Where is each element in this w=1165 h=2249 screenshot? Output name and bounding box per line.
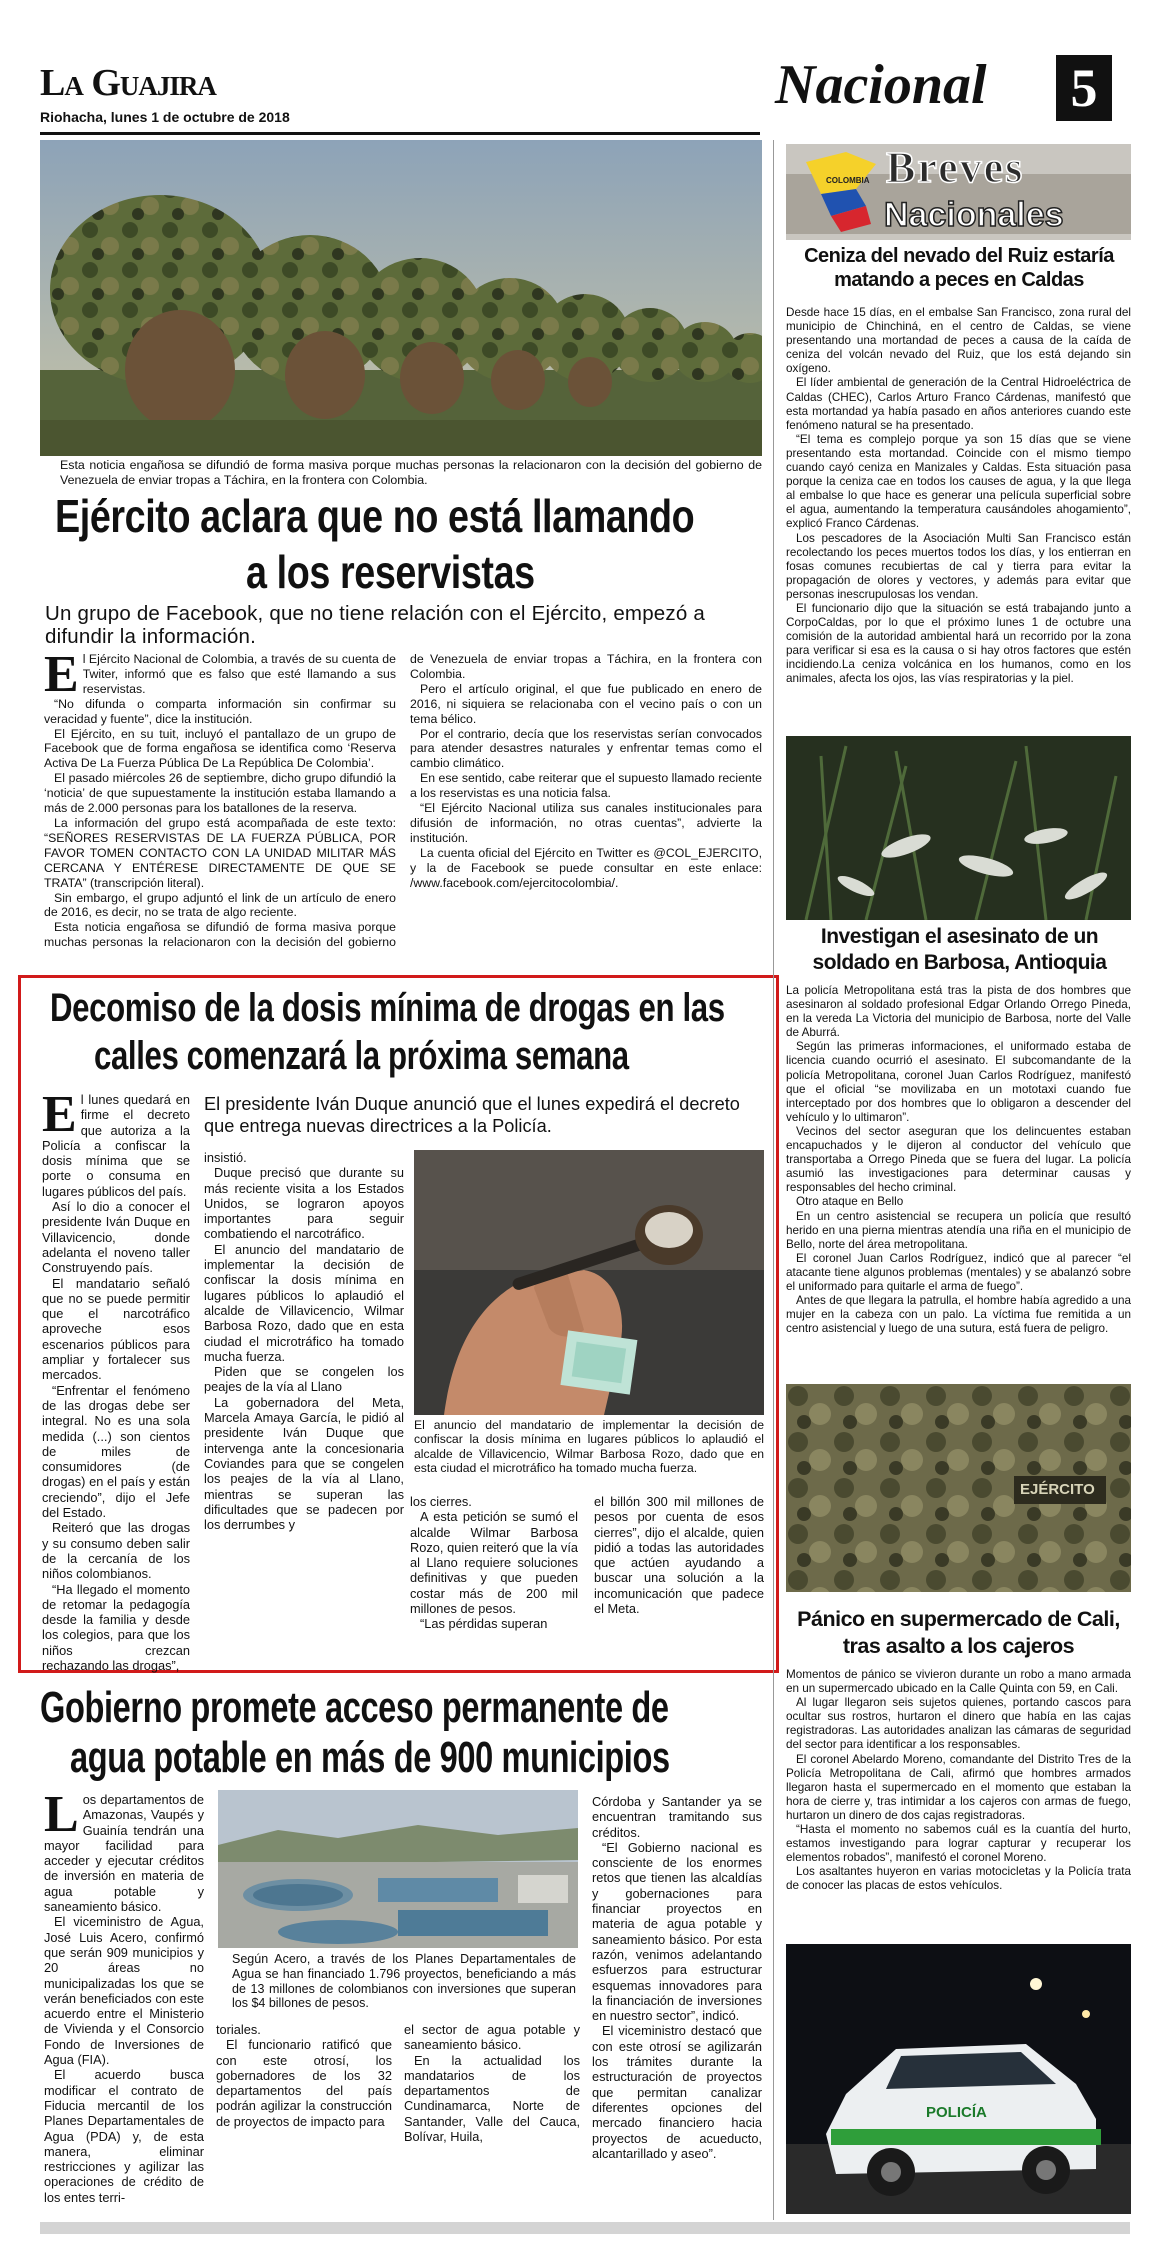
- drugs-paragraph: el billón 300 mil millones de pesos por cuenta de esos cierres”, dijo el alcalde, quien pidió a todas las autoridades que actúen ayudando a buscar una solución a la incomunicación que padece el Meta.: [594, 1494, 764, 1617]
- ruiz-paragraph: Los pescadores de la Asociación Multi San Francisco están recolectando los peces muertos todos los días, y los entierran en fosas comunes recubiertas de cal y tierra para evitar la propagación de olores y vectores, y además para evitar que personas inescrupulosas los vendan.: [786, 531, 1131, 601]
- army-photo-caption: Esta noticia engañosa se difundió de forma masiva porque muchas personas la relacionaron con la decisión del gobierno de Venezuela de enviar tropas a Táchira, en la frontera con Colombia.: [60, 458, 762, 487]
- army-paragraph: La información del grupo está acompañada de este texto: “SEÑORES RESERVISTAS DE LA FUERZA PÚBLICA, POR FAVOR TOMEN CONTACTO CON LA UNIDAD MILITAR MÁS CERCANA Y ENTÉRESE DIRECTAMENTE DE QUE SE TRATA” (transcripción literal).: [44, 815, 396, 890]
- cali-paragraph: Al lugar llegaron seis sujetos quienes, portando cascos para ocultar sus rostros, hurtaron el dinero que había en las cajas registradoras. Las autoridades analizan las cámaras de seguridad del sector para identificar a los responsables.: [786, 1696, 1131, 1752]
- soldier-paragraph: Según las primeras informaciones, el uniformado estaba de licencia cuando ocurrió el asesinato. El subcomandante de la policía Metropolitana, coronel Juan Carlos Rodríguez, manifestó que el oficial “se movilizaba en un mototaxi cuando fue interceptado por dos hombres que lo obligaron a descender del vehículo y lo ultimaron”.: [786, 1040, 1131, 1124]
- drugs-col-3: [410, 1494, 578, 1632]
- banner-breves: Breves: [886, 144, 1025, 192]
- army-paragraph: “El Ejército Nacional utiliza sus canales institucionales para difusión de información, no otras cuentas”, advierte la institución.: [410, 801, 762, 845]
- army-paragraph: Sin embargo, el grupo adjuntó el link de un artículo de enero de 2016, es decir, no se trata de algo reciente.: [44, 890, 396, 920]
- drugs-paragraph: El lunes quedará en firme el decreto que autoriza a la Policía a confiscar la dosis mínima que se porte o consuma en lugares públicos del país.: [42, 1086, 190, 1199]
- army-paragraph: “No difunda o comparta información sin confirmar su veracidad y fuente”, dice la institución.: [44, 696, 396, 726]
- water-col-1: [44, 1786, 204, 2205]
- paper-name: La Guajira: [40, 62, 216, 104]
- soldier-paragraph: La policía Metropolitana está tras la pista de dos hombres que asesinaron al soldado profesional Edgar Orlando Orrego Pineda, en la vereda La Victoria del municipio de Barbosa, norte del Valle de Aburrá.: [786, 984, 1131, 1040]
- water-photo-caption: Según Acero, a través de los Planes Departamentales de Agua se han financiado 1.796 proyectos, beneficiando a más de 13 millones de colombianos con inversiones que superan los $4 billones de pesos.: [232, 1952, 576, 2011]
- drugs-headline-line2: calles comenzará la próxima semana: [94, 1034, 629, 1078]
- army-uniform-photo: [786, 1384, 1131, 1592]
- ruiz-paragraph: Desde hace 15 días, en el embalse San Francisco, zona rural del municipio de Chinchiná, en el centro de Caldas, se viene presentando una mortandad de peces a causa de la caída de ceniza del volcán nevado del Ruiz, que los está dejando sin oxígeno.: [786, 306, 1131, 376]
- cali-paragraph: El coronel Abelardo Moreno, comandante del Distrito Tres de la Policía Metropolitana de Cali, afirmó que hombres armados llegaron hasta el supermercado en el momento que estaban la hora de cierre y, tras intimidar a los cajeros con armas de fuego, hurtaron un dinero de dos cajas registradoras.: [786, 1752, 1131, 1822]
- drugs-paragraph: El anuncio del mandatario de implementar la decisión de confiscar la dosis mínima en lugares públicos lo aplaudió el alcalde de Villavicencio, Wilmar Barbosa Rozo, dado que en esta ciudad el microtráfico ha tomado mucha fuerza.: [204, 1241, 404, 1364]
- uniform-tag-text: EJÉRCITO: [1020, 1481, 1095, 1498]
- drugs-headline-line1: Decomiso de la dosis mínima de drogas en las: [50, 986, 725, 1030]
- cali-paragraph: Momentos de pánico se vivieron durante un robo a mano armada en un supermercado ubicado en la Calle Quinta con 59, en Cali.: [786, 1668, 1131, 1696]
- drugs-paragraph: La gobernadora del Meta, Marcela Amaya García, le pidió al presidente Iván Duque que intervenga ante la concesionaria Coviandes para que se congelen los peajes de la vía al Llano, mientras se superan las dificultades que se padecen por los derrumbes y: [204, 1394, 404, 1533]
- army-headline-line2: a los reservistas: [246, 546, 535, 598]
- dateline: Riohacha, lunes 1 de octubre de 2018: [40, 109, 290, 125]
- soldier-paragraph: En un centro asistencial se recupera un policía que resultó herido en una pierna mientras atendía una riña en el municipio de Bello, norte del área metropolitana.: [786, 1209, 1131, 1251]
- cali-paragraph: Los asaltantes huyeron en varias motocicletas y la Policía trata de conocer las placas de estos vehículos.: [786, 1865, 1131, 1893]
- water-col-3: [404, 2022, 580, 2144]
- ruiz-headline: Ceniza del nevado del Ruiz estaría matando a peces en Caldas: [804, 245, 1114, 291]
- water-paragraph: Córdoba y Santander ya se encuentran tramitando sus créditos.: [592, 1794, 762, 1840]
- water-paragraph: En la actualidad los mandatarios de los departamentos de Cundinamarca, Norte de Santander, Valle del Cauca, Bolívar, Huila,: [404, 2052, 580, 2145]
- drugs-subhead: Piden que se congelen los peajes de la vía al Llano: [204, 1364, 404, 1395]
- drugs-paragraph: El mandatario señaló que no se puede permitir que el narcotráfico aproveche esos escenarios públicos para ampliar y fortalecer sus mercados.: [42, 1275, 190, 1383]
- army-deck: Un grupo de Facebook, que no tiene relación con el Ejército, empezó a difundir la información.: [45, 602, 705, 648]
- water-headline-line2: agua potable en más de 900 municipios: [70, 1733, 670, 1782]
- drugs-paragraph: insistió.: [204, 1150, 247, 1165]
- water-paragraph: Los departamentos de Amazonas, Vaupés y Guainía tendrán una mayor facilidad para acceder y ejecutar créditos de inversión en materia de agua potable y saneamiento básico.: [44, 1786, 204, 1915]
- soldier-paragraph: El coronel Juan Carlos Rodríguez, indicó que al parecer “el atacante tiene algunos problemas (mentales) y se abalanzó sobre el uniformado para quitarle el arma de fuego”.: [786, 1251, 1131, 1293]
- police-car-photo: [786, 1944, 1131, 2214]
- page-number: 5: [1056, 55, 1112, 121]
- drugs-paragraph: “Enfrentar el fenómeno de las drogas debe ser integral. No es una sola medida (...) son cientos de miles de consumidores (de drogas) en el país y están creciendo”, dijo el Jefe del Estado.: [42, 1382, 190, 1521]
- banner-country-tag: COLOMBIA: [826, 176, 870, 185]
- army-paragraph: Pero el artículo original, el que fue publicado en enero de 2016, ni siquiera se relacionaba con el vecino país o con un tema bélico.: [410, 681, 762, 726]
- banner-nacionales: Nacionales: [884, 196, 1064, 234]
- army-paragraph: El pasado miércoles 26 de septiembre, dicho grupo difundió la ‘noticia’ de que supuestamente la institución estaba llamando a más de 2.000 personas para los batallones de la reserva.: [44, 771, 396, 816]
- drugs-deck: El presidente Iván Duque anunció que el lunes expedirá el decreto que entrega nuevas directrices a la Policía.: [204, 1094, 740, 1136]
- drugs-col-1: [42, 1086, 190, 1673]
- water-paragraph: El viceministro destacó que con este otrosí se agilizarán los trámites durante la estructuración de proyectos que permitan canalizar diferentes opciones del mercado financiero hacia proyectos de acueducto, alcantarillado y aseo”.: [592, 2023, 762, 2161]
- drugs-paragraph: “Las pérdidas superan: [420, 1616, 548, 1632]
- masthead-rule: [40, 132, 760, 135]
- drug-pipe-photo: [414, 1150, 764, 1415]
- soldier-subhead: Otro ataque en Bello: [796, 1195, 904, 1209]
- army-body: [44, 646, 762, 970]
- soldier-paragraph: Antes de que llegara la patrulla, el hombre había agredido a una mujer en la cabeza con un palo. La víctima fue remitida a un centro asistencial y luego de una sutura, está fuera de peligro.: [786, 1294, 1131, 1336]
- soldier-murder-headline: Investigan el asesinato de un soldado en Barbosa, Antioquia: [812, 925, 1107, 974]
- water-paragraph: toriales.: [216, 2022, 261, 2037]
- sidebar-divider: [773, 140, 774, 2220]
- section-title: Nacional: [775, 54, 987, 116]
- cali-paragraph: “Hasta el momento no sabemos cuál es la cuantía del hurto, estamos investigando para lograr capturar y recuperar los elementos robados”, manifestó el coronel Moreno.: [786, 1823, 1131, 1865]
- cali-headline: Pánico en supermercado de Cali, tras asalto a los cajeros: [797, 1607, 1120, 1658]
- soldier-paragraph: Vecinos del sector aseguran que los delincuentes estaban encapuchados y le dijeron al conductor del vehículo que transportaba a Orrego Pineda que se fuera del lugar. La policía asumió las investigaciones para determinar causas y responsables del hecho criminal.: [786, 1124, 1131, 1195]
- ruiz-paragraph: “El tema es complejo porque ya son 15 días que se viene presentando esta mortandad. Coincide con el mismo tiempo cuando cayó ceniza en Manizales y Caldas. Esta situación pasa porque la ceniza cae en todos los causes de agua, y la que llega al embalse lo que hace es generar una película superficial sobre el agua, aumentando la temperatura causándoles ahogamiento”, explicó Franco Cárdenas.: [786, 432, 1131, 531]
- water-col-4: [592, 1794, 762, 2161]
- ruiz-paragraph: El líder ambiental de generación de la Central Hidroeléctrica de Caldas (CHEC), Carlos Arturo Franco Cárdenas, manifestó que esta mortandad ya había pasado en años anteriores cuando este fenómeno natural se ha presentado.: [786, 376, 1131, 432]
- army-paragraph: Esta noticia engañosa se difundió de forma masiva porque muchas personas la relacionaron con la decisión del gobierno de Venezuela de enviar tropas a Táchira, en la frontera con Colombia.: [44, 652, 762, 950]
- police-car-lettering: POLICÍA: [926, 2104, 987, 2121]
- water-paragraph: El acuerdo busca modificar el contrato de Fiducia mercantil de los Planes Departamentales de Agua (PDA) y, de esta manera, eliminar restricciones y agilizar las operaciones de crédito de los entes terri-: [44, 2067, 204, 2205]
- army-paragraph: El Ejército Nacional de Colombia, a través de su cuenta de Twiter, informó que es falso que esté llamando a sus reservistas.: [44, 646, 396, 703]
- ruiz-paragraph: El funcionario dijo que la situación se está trabajando junto a CorpoCaldas, por lo que el próximo lunes 1 de octubre una comisión de la autoridad ambiental hará un recorrido por la zona para verificar si esa es la causa o si hay otros factores que estén incidiendo.La ceniza volcánica en los humanos, como en los animales, afecta los ojos, las vías respiratorias y la piel.: [786, 601, 1131, 686]
- water-plant-photo: [218, 1790, 578, 1948]
- water-paragraph: “El Gobierno nacional es consciente de los enormes retos que tienen las alcaldías y gobernaciones para financiar proyectos en materia de agua potable y saneamiento básico. Por esta razón, venimos adelantando esfuerzos para estructurar esquemas innovadores para la financiación de inversiones en nuestro sector”, indicó.: [592, 1839, 762, 2024]
- drugs-photo-caption: El anuncio del mandatario de implementar la decisión de confiscar la dosis mínima en lugares públicos lo aplaudió el alcalde de Villavicencio, Wilmar Barbosa Rozo, dado que en esta ciudad el microtráfico ha tomado mucha fuerza.: [414, 1418, 764, 1476]
- water-paragraph: el sector de agua potable y saneamiento básico.: [404, 2022, 580, 2053]
- soldiers-photo: [40, 140, 762, 456]
- army-paragraph: Por el contrario, decía que los reservistas serían convocados para atender desastres naturales y enfrentar temas como el cambio climático.: [410, 726, 762, 771]
- drugs-paragraph: Duque precisó que durante su más reciente visita a los Estados Unidos, se lograron apoyos importantes para seguir combatiendo el narcotráfico.: [204, 1165, 404, 1242]
- drugs-col-4: [594, 1494, 764, 1616]
- drugs-paragraph: Reiteró que las drogas y su consumo deben salir de la cercanía de los niños colombianos.: [42, 1520, 190, 1582]
- army-headline-line1: Ejército aclara que no está llamando: [55, 490, 695, 542]
- cali-body: [786, 1668, 1131, 1894]
- army-paragraph: El Ejército, en su tuit, incluyó el pantallazo de un grupo de Facebook que de forma engañosa se identifica como ‘Reserva Activa De La Fuerza Pública De La República De Colombia’.: [44, 726, 396, 771]
- army-paragraph: En ese sentido, cabe reiterar que el supuesto llamado reciente a los reservistas es una noticia falsa.: [410, 771, 762, 801]
- drugs-paragraph: A esta petición se sumó el alcalde Wilmar Barbosa Rozo, quien reiteró que la vía al Llano requiere soluciones definitivas y que pueden costar más de 200 mil millones de pesos.: [410, 1509, 578, 1617]
- water-paragraph: El viceministro de Agua, José Luis Acero, confirmó que serán 909 municipios y 20 áreas no municipalizadas los que se verán beneficiados con este acuerdo entre el Ministerio de Vivienda y el Consorcio Fondo de Inversiones de Agua (FIA).: [44, 1914, 204, 2068]
- dead-fish-photo: [786, 736, 1131, 920]
- footer-bar: [40, 2222, 1130, 2234]
- water-paragraph: El funcionario ratificó que con este otrosí, los gobernadores de los 32 departamentos del país podrán agilizar la construcción de proyectos de impacto para: [216, 2037, 392, 2129]
- drugs-paragraph: los cierres.: [410, 1494, 472, 1509]
- soldier-murder-body: [786, 984, 1131, 1336]
- drugs-col-2: [204, 1150, 404, 1532]
- water-headline-line1: Gobierno promete acceso permanente de: [40, 1683, 669, 1732]
- breves-banner: [786, 144, 1131, 240]
- water-col-2: [216, 2022, 392, 2129]
- ruiz-body: [786, 306, 1131, 687]
- drugs-paragraph: Así lo dio a conocer el presidente Iván Duque en Villavicencio, donde adelanta el noveno taller Construyendo país.: [42, 1199, 190, 1276]
- army-paragraph: La cuenta oficial del Ejército en Twitter es @COL_EJERCITO, y la de Facebook se puede consultar en este enlace: /www.facebook.com/ejercitocolombia/.: [410, 845, 762, 890]
- drugs-paragraph: “Ha llegado el momento de retomar la pedagogía desde la familia y desde los colegios, para que los niños crezcan rechazando las drogas”,: [42, 1581, 190, 1673]
